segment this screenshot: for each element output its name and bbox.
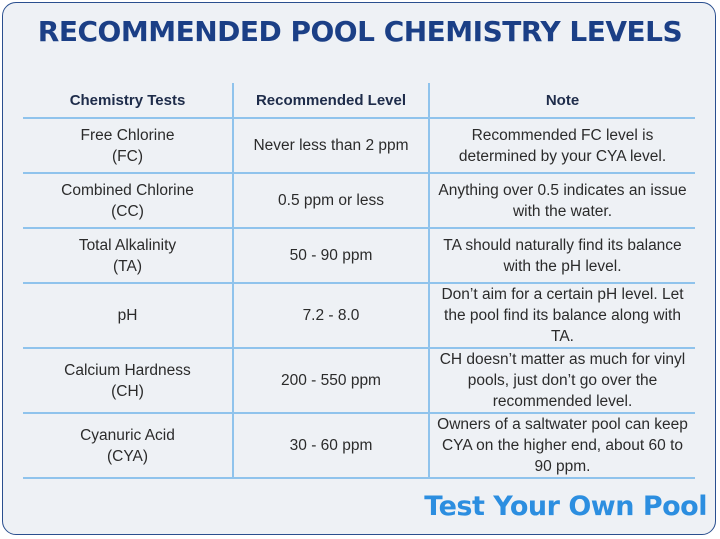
test-cell xyxy=(23,173,233,228)
note-cell: CH doesn’t matter as much for vinyl pools, just don’t go over the recommended level. xyxy=(429,348,695,413)
note-cell: Owners of a saltwater pool can keep CYA on the higher end, about 60 to 90 ppm. xyxy=(429,413,695,478)
chemistry-table xyxy=(23,83,695,479)
table-row xyxy=(23,283,695,348)
table-row xyxy=(23,173,695,228)
test-cell xyxy=(23,348,233,413)
test-name: Free Chlorine xyxy=(80,126,175,144)
note-cell: Don’t aim for a certain pH level. Let the pool find its balance along with TA. xyxy=(429,283,695,348)
test-cell xyxy=(23,118,233,173)
header-recommended-level: Recommended Level xyxy=(233,83,429,118)
level-cell: 0.5 ppm or less xyxy=(233,173,429,228)
level-cell: 200 - 550 ppm xyxy=(233,348,429,413)
note-cell: Anything over 0.5 indicates an issue with the water. xyxy=(429,173,695,228)
level-cell: 7.2 - 8.0 xyxy=(233,283,429,348)
brand-logo-text: Test Your Own Pool xyxy=(424,491,707,522)
table-row xyxy=(23,228,695,283)
header-note: Note xyxy=(429,83,695,118)
test-abbr: (CC) xyxy=(111,202,144,220)
test-name: pH xyxy=(117,307,138,324)
test-abbr: (CYA) xyxy=(106,447,149,465)
level-cell: 30 - 60 ppm xyxy=(233,413,429,478)
test-abbr: (TA) xyxy=(113,257,142,275)
note-cell: Recommended FC level is determined by your CYA level. xyxy=(429,118,695,173)
test-name: Combined Chlorine xyxy=(61,181,194,199)
test-name: Calcium Hardness xyxy=(64,361,191,379)
test-abbr: (FC) xyxy=(112,147,143,165)
level-cell: Never less than 2 ppm xyxy=(233,118,429,173)
note-cell: TA should naturally find its balance with the pH level. xyxy=(429,228,695,283)
header-chemistry-tests: Chemistry Tests xyxy=(23,83,233,118)
table-row xyxy=(23,413,695,478)
table-row xyxy=(23,348,695,413)
test-name: Total Alkalinity xyxy=(78,236,177,254)
test-cell xyxy=(23,228,233,283)
page-title: RECOMMENDED POOL CHEMISTRY LEVELS xyxy=(37,15,683,48)
table-header-row xyxy=(23,83,695,118)
test-cell xyxy=(23,283,233,348)
table-row xyxy=(23,118,695,173)
test-abbr: (CH) xyxy=(111,382,144,400)
test-cell xyxy=(23,413,233,478)
test-name: Cyanuric Acid xyxy=(80,426,175,444)
chemistry-card xyxy=(2,2,716,535)
level-cell: 50 - 90 ppm xyxy=(233,228,429,283)
